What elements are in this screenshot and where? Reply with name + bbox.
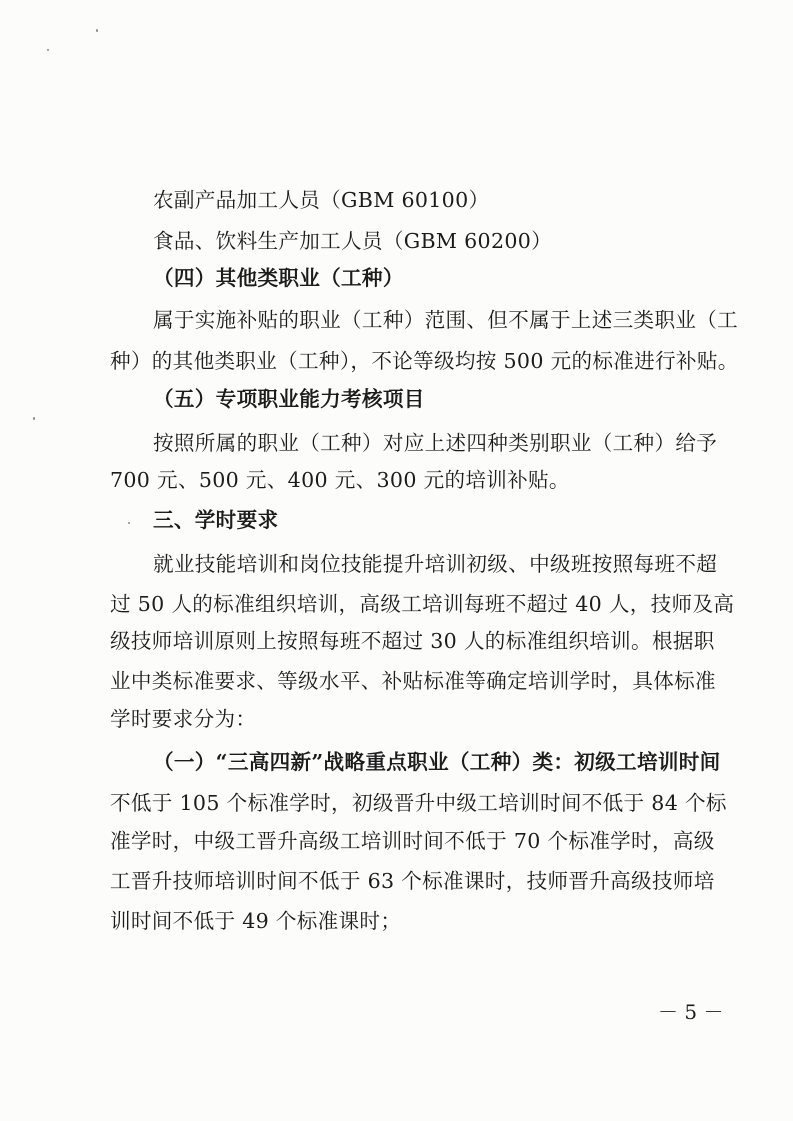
list-item: 农副产品加工人员（GBM 60100） [153, 188, 490, 212]
paragraph-line: 学时要求分为： [110, 707, 257, 731]
paragraph-line: 工晋升技师培训时间不低于 63 个标准课时，技师晋升高级技师培 [110, 869, 715, 893]
section-heading: （五）专项职业能力考核项目 [153, 387, 425, 411]
paragraph-line: 业中类标准要求、等级水平、补贴标准等确定培训学时，具体标准 [110, 669, 716, 693]
paragraph-line: 按照所属的职业（工种）对应上述四种类别职业（工种）给予 [153, 431, 718, 455]
scan-speck [47, 49, 49, 51]
paragraph-line: 属于实施补贴的职业（工种）范围、但不属于上述三类职业（工 [153, 308, 739, 332]
section-heading: （一）“三高四新”战略重点职业（工种）类：初级工培训时间 [153, 750, 721, 774]
section-heading: 三、学时要求 [153, 508, 279, 532]
paragraph-line: 700 元、500 元、400 元、300 元的培训补贴。 [110, 468, 570, 492]
paragraph-line: 准学时，中级工晋升高级工培训时间不低于 70 个标准学时，高级 [110, 829, 715, 853]
paragraph-line: 不低于 105 个标准学时，初级晋升中级工培训时间不低于 84 个标 [110, 791, 727, 815]
section-heading: （四）其他类职业（工种） [153, 266, 404, 290]
scan-speck [128, 522, 130, 524]
paragraph-line: 种）的其他类职业（工种），不论等级均按 500 元的标准进行补贴。 [110, 349, 739, 373]
page-number: － 5 － [658, 1000, 724, 1024]
paragraph-line: 训时间不低于 49 个标准课时； [110, 909, 402, 933]
paragraph-line: 就业技能培训和岗位技能提升培训初级、中级班按照每班不超 [153, 552, 718, 576]
paragraph-line: 级技师培训原则上按照每班不超过 30 人的标准组织培训。根据职 [110, 629, 715, 653]
scan-speck [33, 417, 35, 420]
list-item: 食品、饮料生产加工人员（GBM 60200） [153, 229, 553, 253]
scan-speck [96, 29, 98, 32]
paragraph-line: 过 50 人的标准组织培训，高级工培训每班不超过 40 人，技师及高 [110, 592, 735, 616]
